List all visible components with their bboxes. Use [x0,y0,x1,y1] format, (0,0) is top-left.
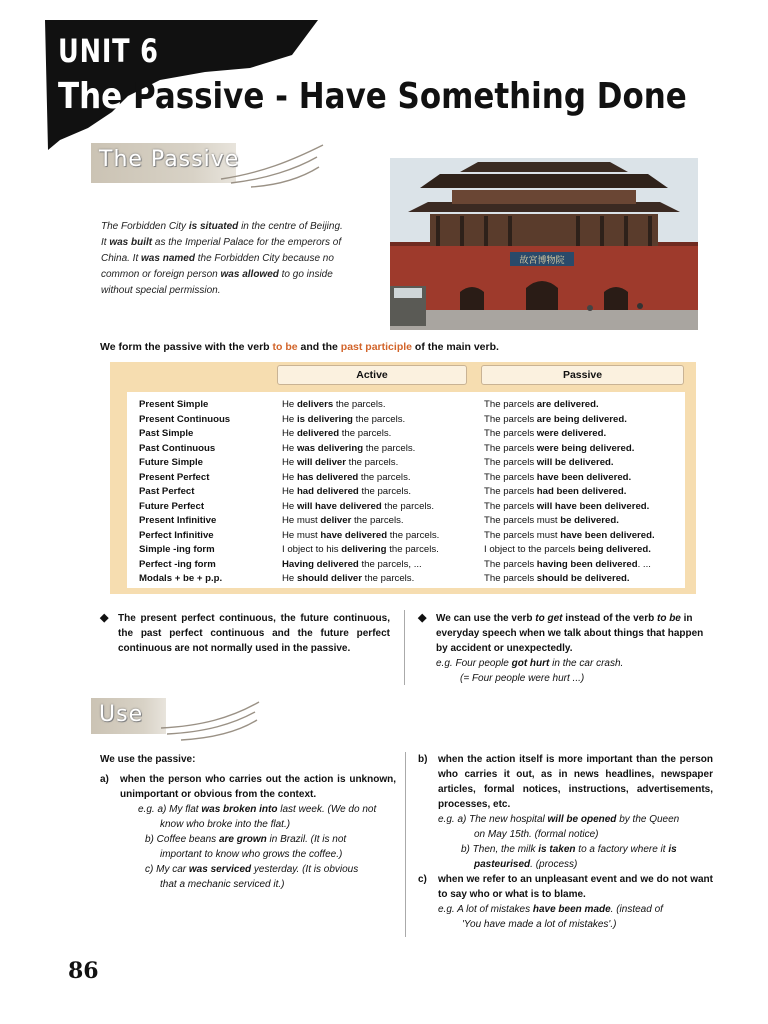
example-a3 [100,862,396,877]
example-run: was broken into [201,804,278,815]
intro-run: in the centre of Beijing. It [101,221,343,248]
active-example [282,543,439,558]
tense-label: Simple -ing form [139,544,215,555]
active-run: He [282,471,297,483]
table-body [127,392,685,588]
active-column-header: Active [277,365,467,385]
active-run: He [282,486,297,497]
passive-example [484,572,655,587]
example-a3-cont: that a mechanic serviced it.) [160,879,285,890]
active-run: is delivering [296,413,353,425]
example-run: e.g. a) The new hospital [438,814,548,825]
example-run: e.g. a) My flat [138,804,202,815]
unit-number: UNIT 6 [58,32,159,70]
active-run: should deliver [296,573,362,584]
passive-run: are being delivered. [536,413,627,425]
example-run: in Brazil. (It is not [266,834,347,845]
example-c1 [418,902,713,917]
active-run: He [282,399,297,410]
passive-run: be delivered. [560,515,619,526]
active-run: the parcels, ... [358,558,422,570]
highlight-to-be: to be [272,341,298,353]
active-run: the parcels. [358,471,411,483]
passive-example [484,529,655,544]
note-run: instead of the verb [562,613,657,624]
tense-label: Perfect -ing form [139,558,216,570]
note-example: (= Four people were hurt ...) [460,673,585,684]
active-run: the parcels. [351,515,404,526]
active-run: delivering [341,544,387,555]
form-rule-text: We form the passive with the verb [100,341,273,353]
item-label: a) [100,774,109,785]
active-example [282,514,439,529]
passive-example [484,398,655,413]
form-rule-text: and the [297,341,341,353]
active-run: the parcels. [346,457,399,468]
example-c1-cont: 'You have made a lot of mistakes'.) [462,919,617,930]
active-run: the parcels. [387,529,440,541]
tense-label: Present Simple [139,399,209,410]
passive-run: will have been delivered. [536,500,650,512]
use-left-column [100,752,396,892]
intro-run: as the Imperial Palace for the emperors of China. It [101,237,342,264]
intro-run: was named [141,253,195,264]
intro-run: is situated [188,221,239,232]
note-example [436,656,713,671]
tense-label: Perfect Infinitive [139,529,214,541]
active-example [282,471,439,486]
active-run: He [282,442,297,454]
example-run: got hurt [511,658,550,669]
item-text: when we refer to an unpleasant event and we do not want to say who or what is to blame. [438,874,713,900]
passive-column [484,398,655,587]
example-run: in the car crash. [549,658,624,669]
note-text: The present perfect continuous, the future continuous, the past perfect continuous and the future perfect continuous are not normally used in the passive. [118,613,390,654]
svg-text:故宮博物院: 故宮博物院 [519,256,565,266]
passive-run: The parcels [484,457,537,468]
passive-run: have been delivered. [536,471,632,483]
section-title-passive: The Passive [99,147,240,172]
example-run: yesterday. (It is obvious [251,864,359,875]
example-run: e.g. A lot of mistakes [438,904,533,915]
active-run: He must [282,515,321,526]
intro-run: was built [109,237,153,248]
active-run: will deliver [296,457,346,468]
active-example [282,427,439,442]
active-run: the parcels. [381,500,434,512]
passive-run: The parcels [484,399,537,410]
passive-run: I object to the parcels [484,544,578,555]
example-a2-cont: important to know who grows the coffee.) [160,849,343,860]
passive-run: . ... [637,558,651,570]
item-label: c) [418,874,427,885]
passive-run: should be delivered. [536,573,630,584]
example-run: . (process) [530,859,578,870]
active-example [282,500,439,515]
intro-run: The Forbidden City [101,221,189,232]
example-run: to a factory where it [575,844,669,855]
active-run: He [282,428,297,439]
diamond-bullet-icon: ◆ [418,612,427,624]
passive-run: The parcels [484,558,537,570]
passive-run: have been delivered. [560,529,655,541]
example-a2 [100,832,396,847]
active-column [282,398,439,587]
note-run: We can use the verb [436,613,536,624]
tense-label: Modals + be + p.p. [139,573,223,584]
active-example [282,413,439,428]
passive-example [484,471,655,486]
tense-label: Present Continuous [139,413,231,425]
active-run: the parcels. [358,486,412,497]
note-run: to be [656,613,681,624]
title-rest: Passive - Have Something Done [132,76,687,117]
passive-example [484,500,655,515]
active-run: the parcels. [361,573,415,584]
active-example [282,456,439,471]
passive-example [484,485,655,500]
active-run: the parcels. [339,428,392,439]
passive-run: having been delivered [536,558,638,570]
intro-run: was allowed [220,269,279,280]
item-text: when the person who carries out the action is unknown, unimportant or obvious from the context. [120,774,396,800]
unit-title [58,76,687,117]
item-text: when the action itself is more important than the person who carries it out, as in news headlines, newspaper articles, formal notices, instructions, advertisements, processes, etc. [438,754,713,810]
intro-run: to go inside without special permission. [101,269,333,296]
passive-example [484,427,655,442]
divider [405,752,406,937]
passive-run: had been delivered. [536,486,627,497]
passive-run: The parcels must [484,515,561,526]
active-run: the parcels. [333,399,386,410]
use-item-a [100,772,396,802]
active-run: was delivering [296,442,364,454]
intro-run: the Forbidden City because no common or foreign person [101,253,334,280]
passive-run: The parcels [484,500,537,512]
note-get [418,611,713,686]
active-run: have delivered [320,529,388,541]
example-b2-cont [418,857,713,872]
passive-column-header: Passive [481,365,684,385]
note-text [436,611,713,656]
form-rule [100,341,499,353]
example-run: e.g. Four people [436,658,512,669]
active-example [282,398,439,413]
passive-run: The parcels [484,573,537,584]
use-heading: We use the passive: [100,754,196,765]
active-run: He [282,500,297,512]
forbidden-city-photo [390,158,698,330]
active-run: has delivered [296,471,359,483]
example-b2 [418,842,713,857]
title-word: The [58,76,123,117]
passive-run: are delivered. [536,399,599,410]
section-tag-passive [91,143,331,203]
use-right-column [418,752,713,932]
passive-example [484,456,655,471]
active-run: the parcels. [352,413,406,425]
example-run: will be opened [547,814,617,825]
active-run: delivers [296,399,334,410]
passive-run: The parcels [484,413,537,425]
passive-example [484,514,655,529]
example-run: last week. (We do not [277,804,377,815]
example-run: b) Then, the milk [461,844,539,855]
passive-run: The parcels [484,471,537,483]
divider [404,610,405,685]
example-run: are grown [218,834,267,845]
form-rule-text: of the main verb. [412,341,499,353]
use-item-c [418,872,713,902]
active-run: will have delivered [296,500,382,512]
tense-label: Past Perfect [139,486,195,497]
passive-run: The parcels [484,442,537,454]
passive-run: The parcels must [484,529,561,541]
passive-example [484,543,655,558]
passive-run: being delivered. [577,544,651,555]
active-run: had delivered [296,486,359,497]
active-run: He [282,457,297,468]
active-example [282,572,439,587]
active-example [282,485,439,500]
section-tag-use [91,698,331,758]
note-run: in everyday speech when we talk about things that happen by accident or unexpectedly. [436,613,704,654]
example-run: by the Queen [616,814,680,825]
passive-run: were being delivered. [536,442,635,454]
example-b1 [418,812,713,827]
note-run: to get [535,613,563,624]
passive-run: were delivered. [536,428,607,439]
passive-example [484,442,655,457]
active-run: the parcels. [386,544,439,555]
example-a1-cont: know who broke into the flat.) [160,819,291,830]
item-label: b) [418,754,428,765]
page-number: 86 [68,958,99,984]
active-run: He [282,573,297,584]
example-run: b) Coffee beans [145,834,219,845]
example-run: is [668,844,677,855]
active-example [282,442,439,457]
passive-example [484,558,655,573]
intro-paragraph [101,219,351,299]
note-continuous [100,611,390,656]
tense-label: Future Perfect [139,500,205,512]
example-a1 [100,802,396,817]
example-run: c) My car [145,864,189,875]
diamond-bullet-icon: ◆ [100,612,109,624]
example-run: was serviced [188,864,252,875]
passive-run: The parcels [484,486,537,497]
example-run: have been made [532,904,611,915]
active-run: deliver [320,515,352,526]
passive-run: The parcels [484,428,537,439]
tense-label: Past Continuous [139,442,216,454]
active-run: Having delivered [282,558,359,570]
section-title-use: Use [99,702,144,727]
tense-label: Present Perfect [139,471,210,483]
active-run: He [282,413,297,425]
tense-label: Present Infinitive [139,515,217,526]
tense-label: Future Simple [139,457,203,468]
use-item-b [418,752,713,812]
example-run: pasteurised [474,859,531,870]
passive-example [484,413,655,428]
active-run: He must [282,529,321,541]
active-example [282,558,439,573]
tense-column [139,398,230,587]
passive-run: will be delivered. [536,457,614,468]
example-run: . (instead of [610,904,663,915]
highlight-past-participle: past participle [340,341,412,353]
example-b1-cont: on May 15th. (formal notice) [474,829,599,840]
active-run: delivered [296,428,340,439]
example-run: is taken [538,844,576,855]
active-example [282,529,439,544]
active-run: the parcels. [363,442,416,454]
active-run: I object to his [282,544,342,555]
tense-label: Past Simple [139,428,194,439]
passive-table [110,362,696,594]
